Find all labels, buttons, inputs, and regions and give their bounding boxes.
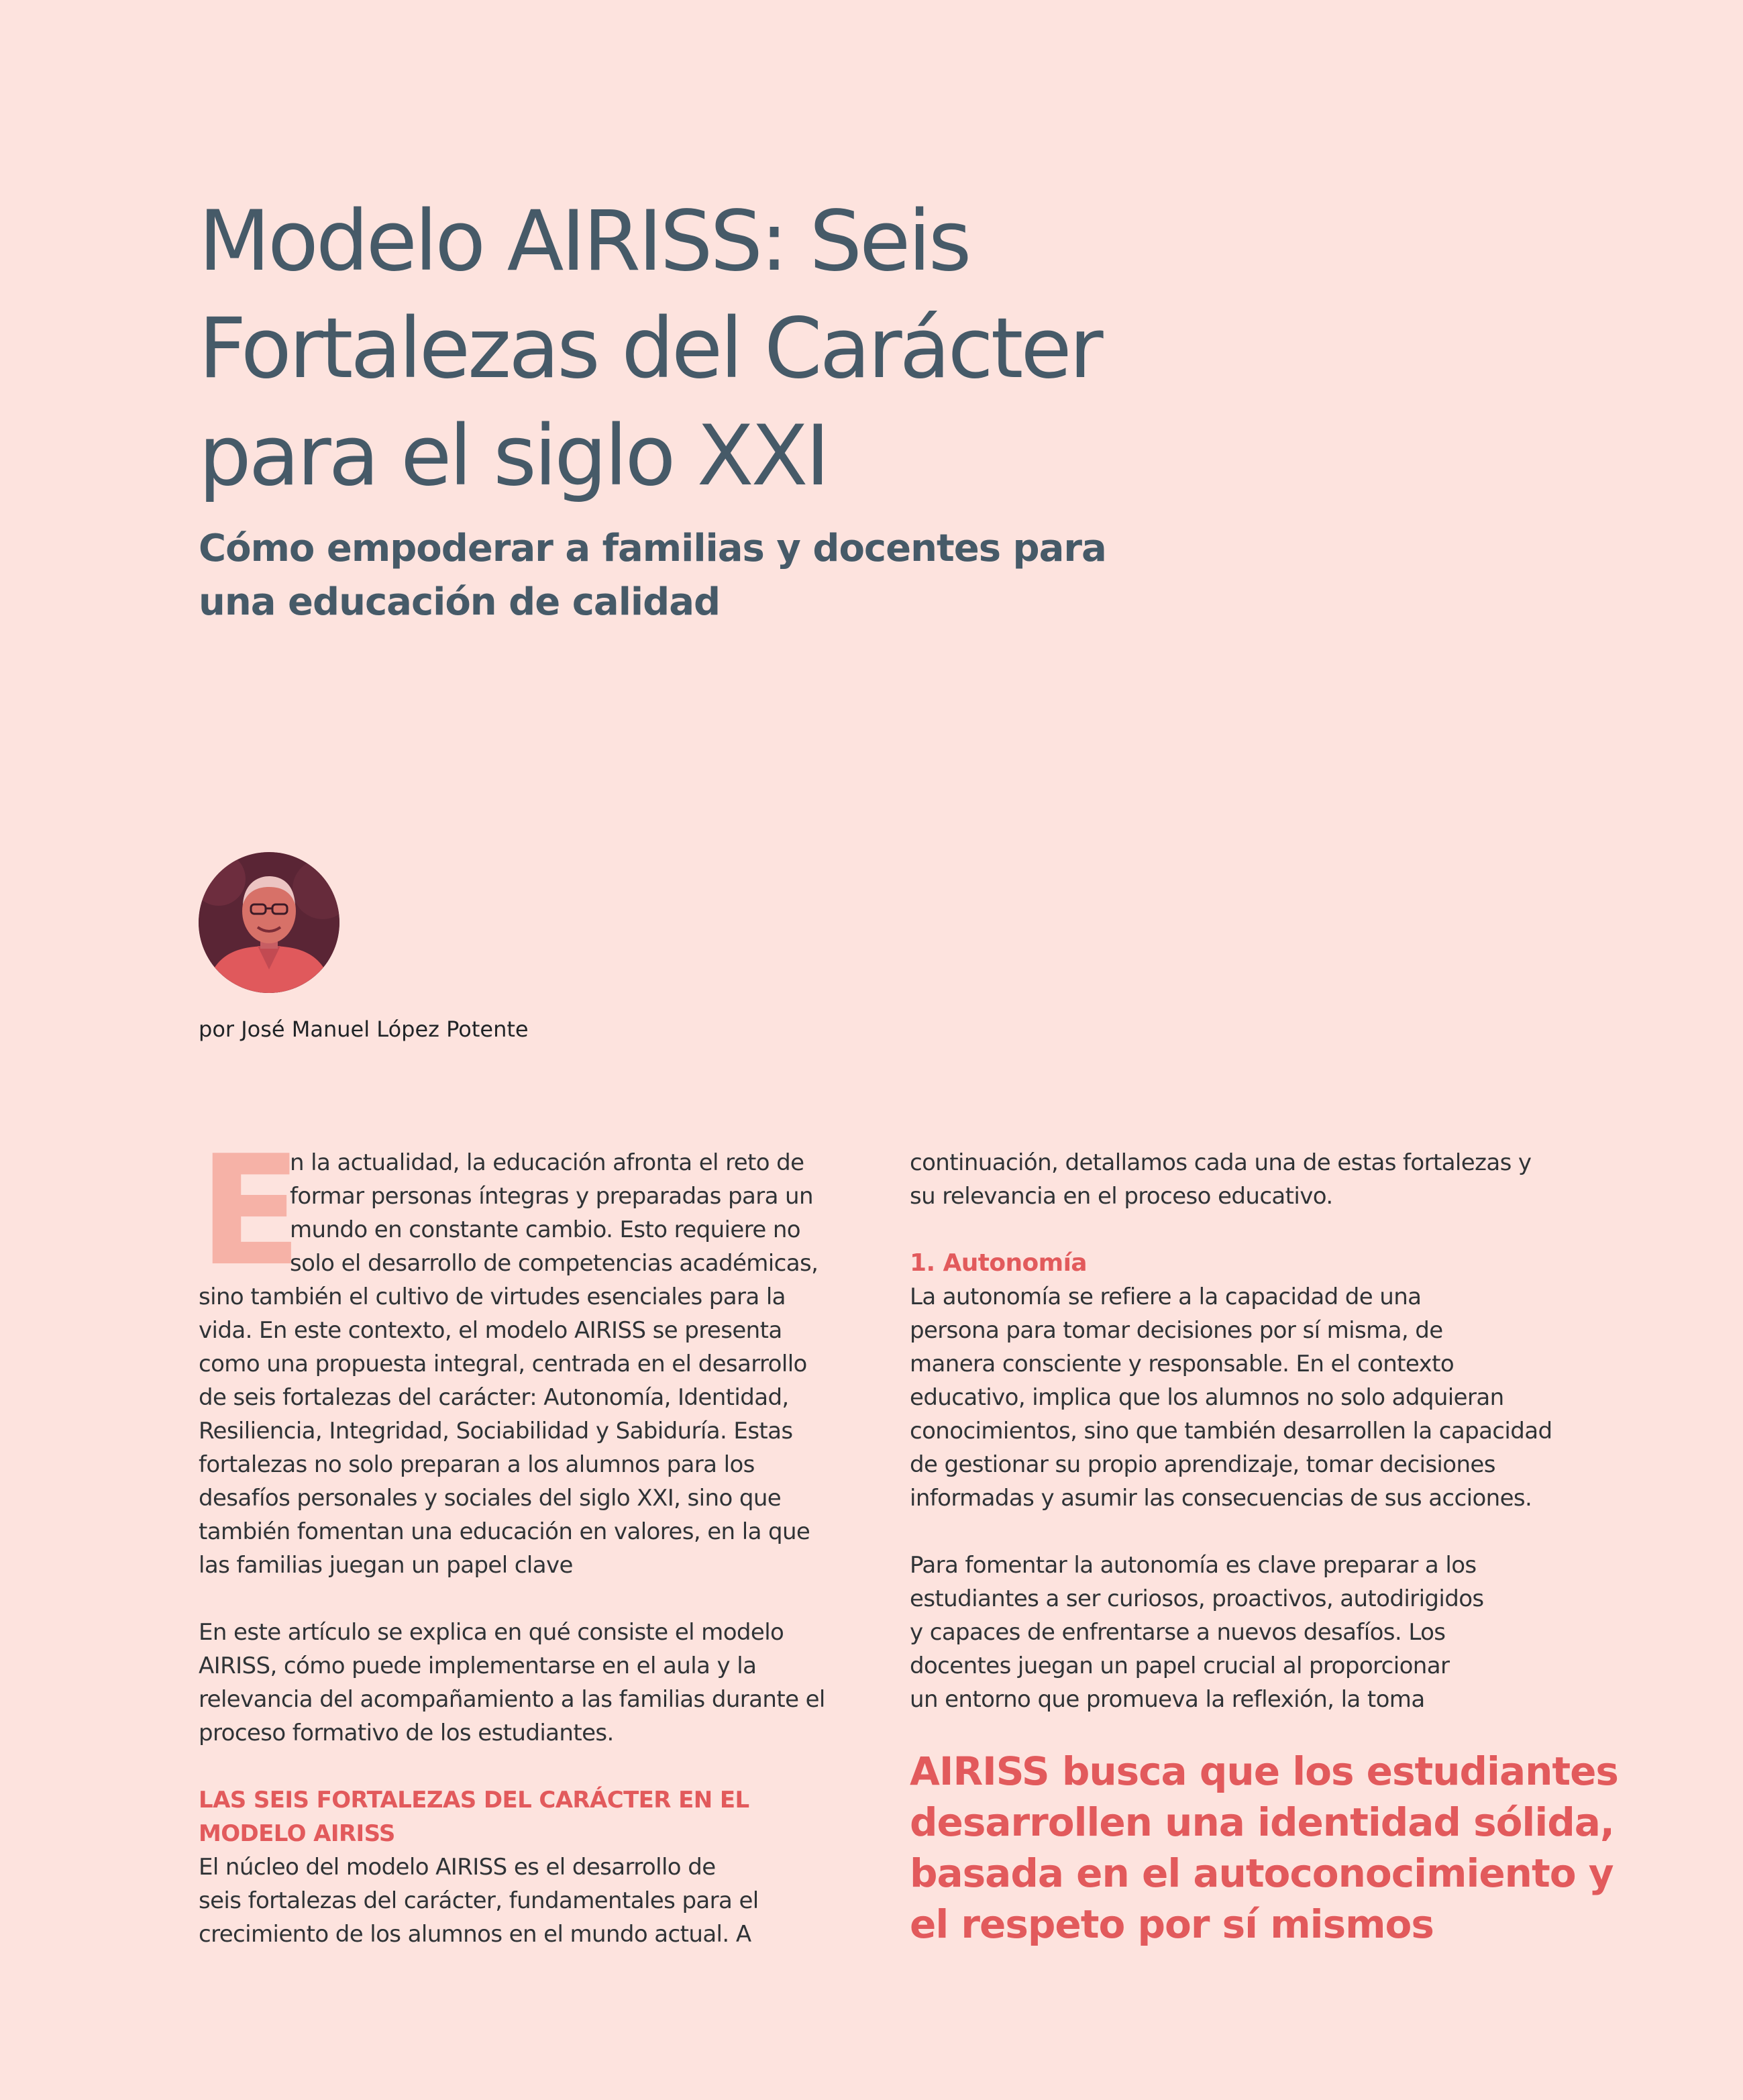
- text-line: estudiantes a ser curiosos, proactivos, autodirigidos: [910, 1585, 1484, 1612]
- text-line: El núcleo del modelo AIRISS es el desarrollo de: [199, 1854, 716, 1881]
- text-line: persona para tomar decisiones por sí misma, de: [910, 1317, 1443, 1344]
- article-subtitle: [199, 522, 1205, 629]
- text-line: y capaces de enfrentarse a nuevos desafíos. Los: [910, 1619, 1446, 1646]
- text-line: desafíos personales y sociales del siglo XXI, sino que: [199, 1485, 782, 1512]
- pull-quote-line: basada en el autoconocimiento y: [910, 1850, 1614, 1896]
- text-line: proceso formativo de los estudiantes.: [199, 1720, 614, 1746]
- autonomy-heading: 1. Autonomía: [910, 1249, 1087, 1277]
- text-line: educativo, implica que los alumnos no solo adquieran: [910, 1384, 1504, 1411]
- author-avatar: [199, 852, 339, 993]
- author-portrait: [199, 852, 339, 993]
- text-line: En este artículo se explica en qué consiste el modelo: [199, 1619, 784, 1646]
- core-paragraph: [199, 1850, 869, 1951]
- text-line: sino también el cultivo de virtudes esenciales para la: [199, 1283, 786, 1310]
- text-line: Para fomentar la autonomía es clave preparar a los: [910, 1552, 1477, 1579]
- text-line: docentes juegan un papel crucial al proporcionar: [910, 1652, 1450, 1679]
- text-line: su relevancia en el proceso educativo.: [910, 1183, 1333, 1210]
- left-column: [199, 1123, 869, 1951]
- title-line: Fortalezas del Carácter: [199, 301, 1101, 397]
- drop-cap: E: [199, 1123, 302, 1300]
- text-line: crecimiento de los alumnos en el mundo actual. A: [199, 1921, 751, 1948]
- text-line: vida. En este contexto, el modelo AIRISS se presenta: [199, 1317, 782, 1344]
- autonomy-paragraph: [910, 1280, 1601, 1515]
- text-line: AIRISS, cómo puede implementarse en el aula y la: [199, 1652, 757, 1679]
- text-line: solo el desarrollo de competencias académicas,: [290, 1250, 818, 1277]
- text-line: las familias juegan un papel clave: [199, 1552, 573, 1579]
- text-line: fortalezas no solo preparan a los alumnos para los: [199, 1451, 755, 1478]
- section-heading-line: MODELO AIRISS: [199, 1820, 395, 1847]
- author-byline: por José Manuel López Potente: [199, 1016, 529, 1042]
- text-line: La autonomía se refiere a la capacidad de una: [910, 1283, 1422, 1310]
- text-line: relevancia del acompañamiento a las familias durante el: [199, 1686, 825, 1713]
- text-line: un entorno que promueva la reflexión, la toma: [910, 1686, 1425, 1713]
- pull-quote-line: desarrollen una identidad sólida,: [910, 1799, 1614, 1845]
- section-heading: [199, 1783, 869, 1850]
- text-line: formar personas íntegras y preparadas para un: [290, 1183, 813, 1210]
- text-line: informadas y asumir las consecuencias de sus acciones.: [910, 1485, 1532, 1512]
- subtitle-line: una educación de calidad: [199, 580, 721, 624]
- text-line: Resiliencia, Integridad, Sociabilidad y Sabiduría. Estas: [199, 1418, 793, 1445]
- text-line: conocimientos, sino que también desarrollen la capacidad: [910, 1418, 1552, 1445]
- pull-quote-line: AIRISS busca que los estudiantes: [910, 1748, 1618, 1794]
- continuation-paragraph: [910, 1146, 1601, 1213]
- text-line: de gestionar su propio aprendizaje, tomar decisiones: [910, 1451, 1495, 1478]
- section-heading-line: LAS SEIS FORTALEZAS DEL CARÁCTER EN EL: [199, 1787, 749, 1814]
- text-line: como una propuesta integral, centrada en el desarrollo: [199, 1351, 807, 1377]
- text-line: seis fortalezas del carácter, fundamentales para el: [199, 1887, 759, 1914]
- text-line: también fomentan una educación en valores, en la que: [199, 1518, 810, 1545]
- right-column: [910, 1146, 1618, 1950]
- text-line: manera consciente y responsable. En el contexto: [910, 1351, 1455, 1377]
- text-line: de seis fortalezas del carácter: Autonomía, Identidad,: [199, 1384, 789, 1411]
- article-scope-paragraph: [199, 1616, 869, 1750]
- article-title: [199, 188, 1205, 510]
- foster-autonomy-paragraph: [910, 1548, 1601, 1716]
- text-line: continuación, detallamos cada una de estas fortalezas y: [910, 1149, 1532, 1176]
- subtitle-line: Cómo empoderar a familias y docentes para: [199, 527, 1106, 570]
- title-line: Modelo AIRISS: Seis: [199, 193, 969, 290]
- title-line: para el siglo XXI: [199, 408, 828, 505]
- text-line: mundo en constante cambio. Esto requiere no: [290, 1216, 800, 1243]
- pull-quote-line: el respeto por sí mismos: [910, 1901, 1434, 1947]
- pull-quote: [910, 1746, 1618, 1950]
- text-line: n la actualidad, la educación afronta el reto de: [290, 1149, 804, 1176]
